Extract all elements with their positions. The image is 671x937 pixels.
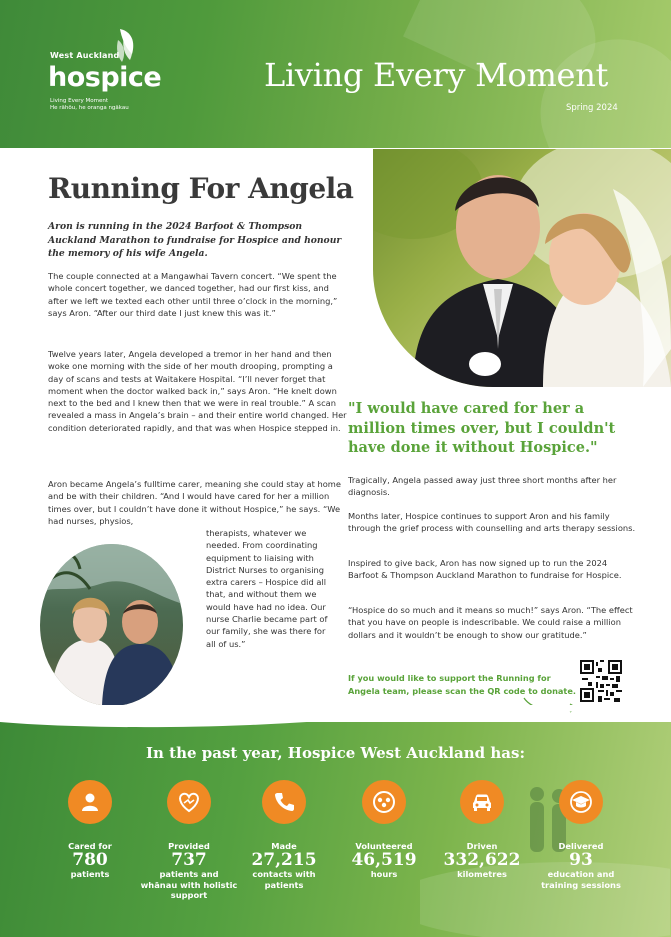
stat-unit: patients and whānau with holistic support: [140, 869, 238, 900]
stat-unit: kilometres: [457, 869, 507, 879]
stat-value: 93: [569, 850, 593, 870]
volunteer-group-icon: [362, 780, 406, 824]
car-icon: [460, 780, 504, 824]
stat-value: 27,215: [251, 850, 317, 870]
graduation-cap-icon: [559, 780, 603, 824]
hospice-logo: [50, 28, 160, 118]
pull-quote: "I would have cared for her a million times over, but I couldn't have done it without Hospice.": [348, 400, 616, 456]
stat-label: Made: [271, 841, 297, 851]
stat-unit: hours: [370, 869, 398, 879]
heart-hands-icon: [167, 780, 211, 824]
wedding-photo: [373, 149, 671, 387]
stat-unit: patients: [70, 869, 110, 879]
stats-wave-divider: [0, 705, 671, 745]
donate-qr-code[interactable]: [580, 660, 622, 702]
issue-season: Spring 2024: [566, 103, 618, 113]
article-paragraph: Tragically, Angela passed away just three short months after her diagnosis.: [348, 475, 617, 498]
article-paragraph-wrap: therapists, whatever we needed. From coordinating equipment to liaising with District Nurses to organising extra carers – Hospice did all that, and without them we would have had no idea. Our nurse Charlie became part of our family, she was there for all of us.”: [206, 528, 328, 649]
article-paragraph: Twelve years later, Angela developed a tremor in her hand and then woke one morning with the side of her mouth drooping, prompting a day of scans and tests at Waitakere Hospital. “I’ll never forget that moment when the doctor walked back in,” says Aron. “He knelt down next to the bed and I knew then that we were in real trouble.” A scan revealed a mass in Angela’s brain – and their entire world changed. Her condition deteriorated rapidly, and that was when Hospice stepped in.: [48, 349, 347, 433]
article-paragraph: Inspired to give back, Aron has now signed up to run the 2024 Barfoot & Thompson Auckland Marathon to fundraise for Hospice.: [348, 558, 622, 581]
logo-brand: hospice: [48, 62, 162, 93]
stat-value: 332,622: [443, 850, 521, 870]
stat-unit: education and training sessions: [541, 869, 621, 890]
newsletter-title: Living Every Moment: [264, 56, 609, 94]
person-icon: [68, 780, 112, 824]
stat-label: Provided: [168, 841, 210, 851]
article-paragraph: “Hospice do so much and it means so much!” says Aron. “The effect that you have on people is indescribable. We could raise a million dollars and it wouldn’t be enough to show our gratitude.”: [348, 605, 633, 640]
annual-stats-band: [0, 722, 671, 937]
stat-value: 737: [171, 850, 207, 870]
article-paragraph: The couple connected at a Mangawhai Tavern concert. “We spent the whole concert together, we danced together, had our first kiss, and after we left we texted each other until three o’clock in the morning,” says Aron. “After our third date I just knew this was it.”: [48, 271, 338, 318]
stat-label: Cared for: [68, 841, 112, 851]
couple-photo: [40, 544, 183, 706]
article-paragraph: Aron became Angela’s fulltime carer, meaning she could stay at home and be with their children. “And I would have cared for her a million times over, but I couldn’t have done it without Hospice,” he says. “We had nurses, physios,: [48, 479, 341, 526]
stat-education-sessions: [532, 780, 630, 890]
stat-label: Volunteered: [355, 841, 413, 851]
stat-value: 46,519: [351, 850, 417, 870]
article-paragraph: Months later, Hospice continues to support Aron and his family through the grief process with counselling and arts therapy sessions.: [348, 511, 636, 534]
stats-heading: In the past year, Hospice West Auckland has:: [146, 744, 525, 762]
stat-value: 780: [72, 850, 108, 870]
logo-region: West Auckland: [50, 51, 120, 60]
logo-tagline-maori: He rāhōu, he oranga ngākau: [50, 105, 129, 111]
stat-label: Delivered: [558, 841, 604, 851]
header-banner: [0, 0, 671, 148]
stat-holistic-support: [140, 780, 238, 901]
logo-tagline: Living Every Moment: [50, 98, 108, 104]
stat-unit: contacts with patients: [252, 869, 316, 890]
stat-volunteer-hours: [335, 780, 433, 880]
donate-call-to-action: If you would like to support the Running for Angela team, please scan the QR code to donate.: [348, 673, 577, 696]
stat-patients-cared: [41, 780, 139, 880]
stat-contacts: [235, 780, 333, 890]
stat-label: Driven: [466, 841, 498, 851]
flower-logo-icon: [102, 26, 142, 66]
article-title: Running For Angela: [48, 172, 354, 205]
article-intro: Aron is running in the 2024 Barfoot & Thompson Auckland Marathon to fundraise for Hospice and honour the memory of his wife Angela.: [48, 221, 342, 259]
stat-kilometres: [433, 780, 531, 880]
phone-icon: [262, 780, 306, 824]
